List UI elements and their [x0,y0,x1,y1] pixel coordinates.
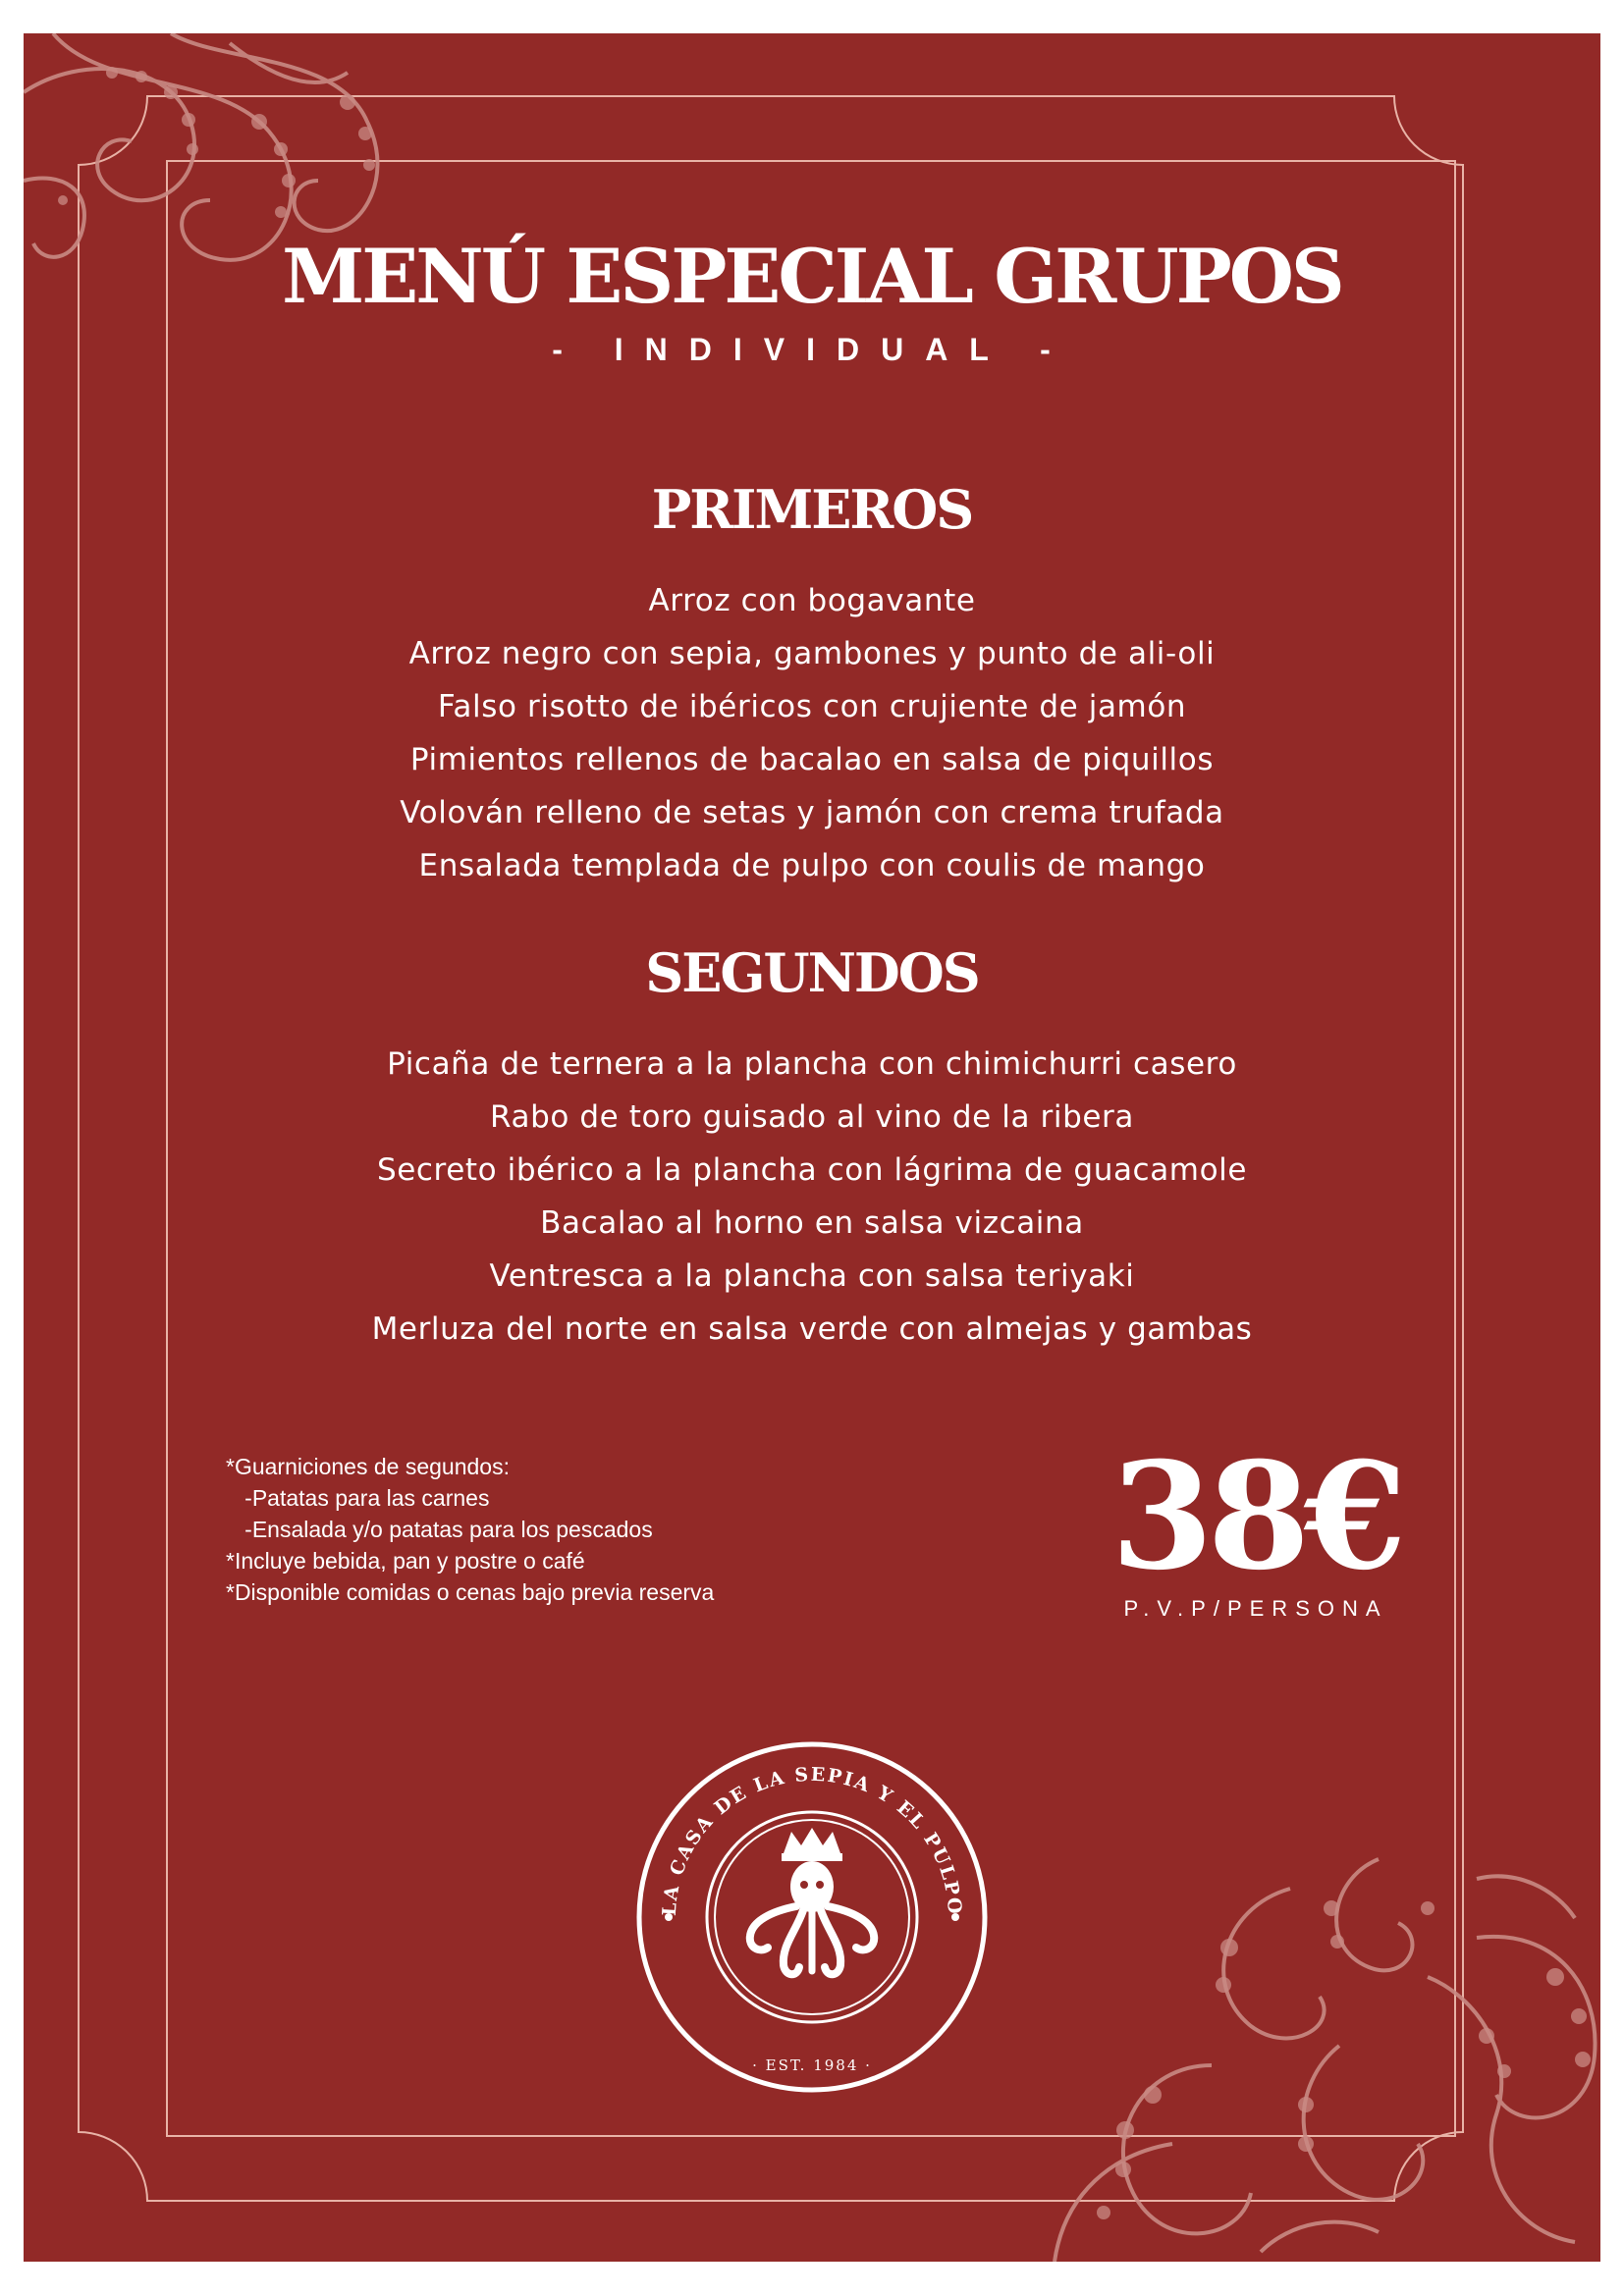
seal-ring-text: LA CASA DE LA SEPIA Y EL PULPO [658,1763,966,1917]
crowned-octopus-icon [750,1828,874,1974]
dish-item: Pimientos rellenos de bacalao en salsa de piquillos [409,742,1215,777]
primeros-list [24,574,1600,892]
octopus-tentacles-bottom-right-illustration [966,1820,1600,2262]
menu-subtitle: - INDIVIDUAL - [552,332,1072,367]
menu-sheet [24,33,1600,2262]
primeros-heading: PRIMEROS [651,478,973,541]
dish-item: Arroz negro con sepia, gambones y punto de ali-oli [408,636,1216,671]
note-line: -Patatas para las carnes [226,1485,490,1511]
segundos-list [24,1038,1600,1356]
note-line: *Guarniciones de segundos: [226,1454,510,1479]
menu-notes [226,1451,714,1608]
dish-item: Bacalao al horno en salsa vizcaina [540,1205,1084,1241]
note-line: *Disponible comidas o cenas bajo previa reserva [226,1579,715,1605]
dish-item: Picaña de ternera a la plancha con chimichurri casero [387,1046,1237,1082]
seal-est-text: · EST. 1984 · [752,2056,872,2074]
dish-item: Secreto ibérico a la plancha con lágrima de guacamole [376,1152,1248,1188]
dish-item: Merluza del norte en salsa verde con almejas y gambas [371,1311,1253,1347]
note-line: -Ensalada y/o patatas para los pescados [226,1517,653,1542]
note-line: *Incluye bebida, pan y postre o café [226,1548,585,1574]
menu-title: MENÚ ESPECIAL GRUPOS [282,233,1342,320]
dish-item: Falso risotto de ibéricos con crujiente de jamón [437,689,1187,724]
dish-item: Rabo de toro guisado al vino de la ribera [490,1099,1134,1135]
dish-item: Ventresca a la plancha con salsa teriyaki [489,1258,1135,1294]
restaurant-seal-logo [634,1739,990,2095]
dish-item: Ensalada templada de pulpo con coulis de mango [418,848,1206,883]
price-amount: 38€ [1110,1430,1401,1603]
dish-item: Arroz con bogavante [648,583,976,618]
dish-item: Volován relleno de setas y jamón con crema trufada [400,795,1224,830]
segundos-heading: SEGUNDOS [645,941,979,1004]
price-label: P.V.P/PERSONA [1123,1596,1388,1621]
